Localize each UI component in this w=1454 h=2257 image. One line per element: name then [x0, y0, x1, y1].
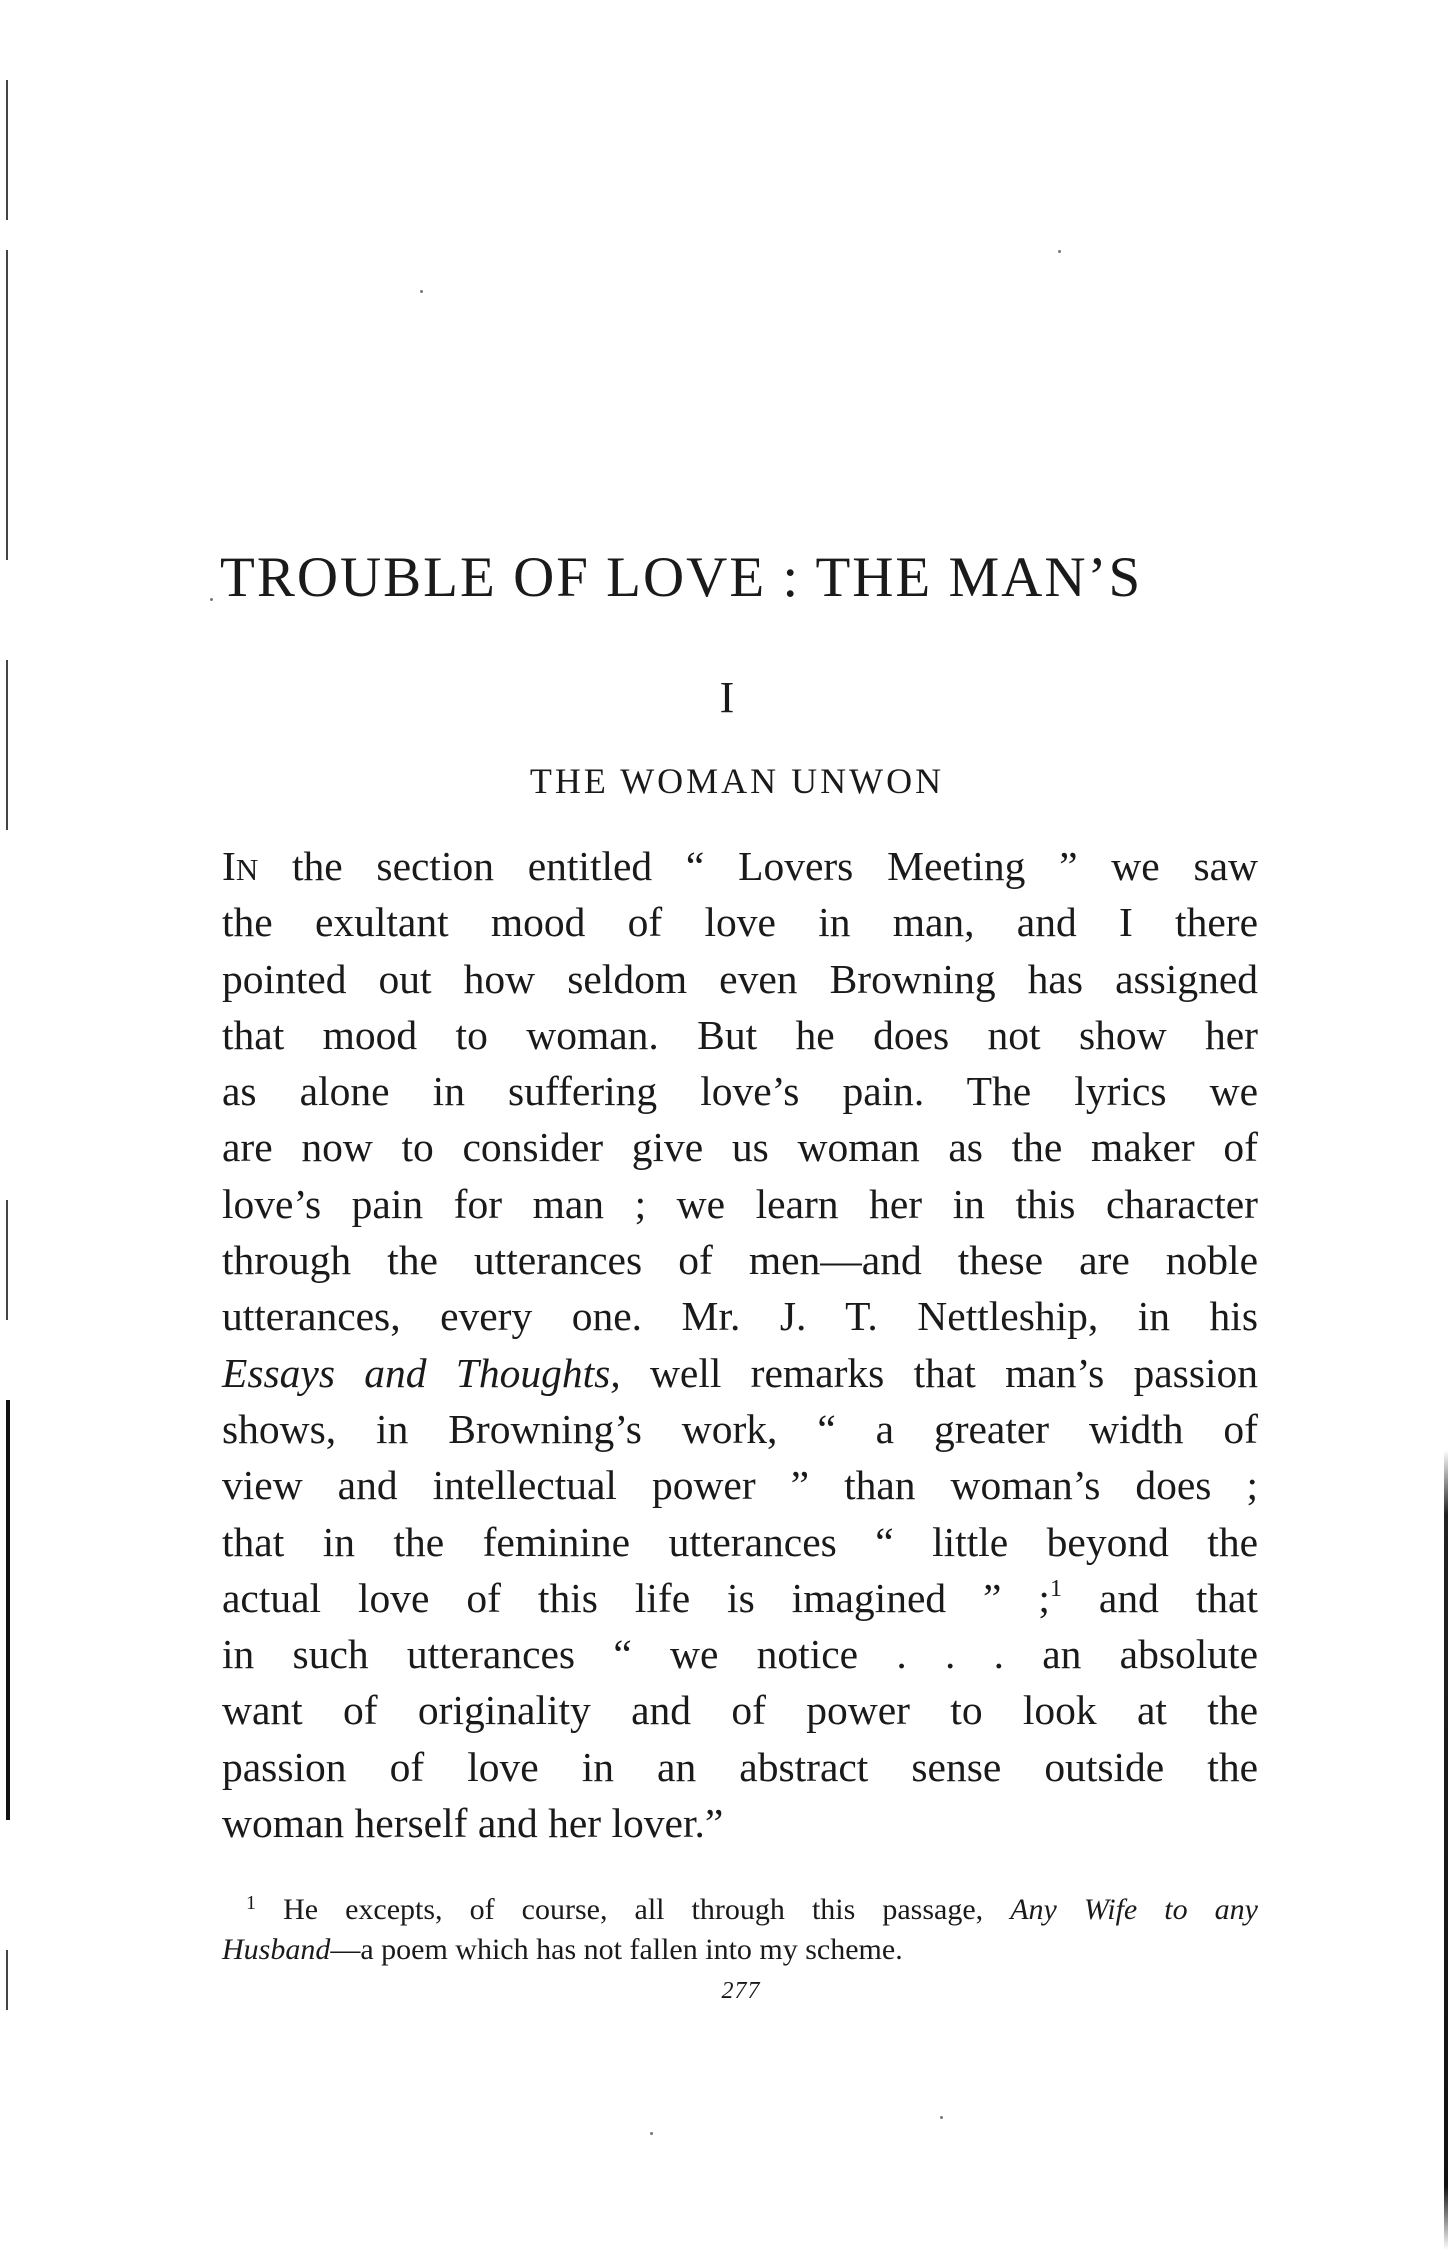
section-numeral [0, 672, 1454, 723]
footnote-italic: Husband [222, 1933, 331, 1966]
footnote [222, 1890, 1258, 1970]
page-number-text: 277 [721, 1978, 761, 2004]
chapter-title: TROUBLE OF LOVE : THE MAN’S [220, 546, 1143, 609]
body-line: view and intellectual power ” than woman’s does ; [222, 1462, 1258, 1509]
scan-edge-right [1444, 1450, 1448, 2250]
body-line-text: the section entitled “ Lovers Meeting ” we saw [258, 843, 1258, 889]
footnote-line [222, 1890, 1258, 1930]
dropcap: I [222, 843, 236, 889]
body-line: shows, in Browning’s work, “ a greater width of [222, 1405, 1258, 1452]
scan-speck [210, 598, 213, 601]
footnote-italic: Any Wife to any [1010, 1893, 1258, 1926]
body-line-text: actual love of this life is imagined ” ; [222, 1574, 1050, 1621]
body-line: in such utterances “ we notice . . . an absolute [222, 1631, 1258, 1678]
body-line [222, 838, 1258, 894]
dropcap-rest: N [235, 852, 259, 887]
body-line: love’s pain for man ; we learn her in this character [222, 1180, 1258, 1227]
scan-speck [1058, 250, 1061, 253]
scan-speck [940, 2116, 943, 2119]
body-line [222, 1570, 1258, 1626]
body-line: are now to consider give us woman as the maker of [222, 1124, 1258, 1171]
book-title-italic: Essays and Thoughts, [222, 1349, 621, 1396]
body-line: want of originality and of power to look at the [222, 1687, 1258, 1734]
footnote-text: He excepts, of course, all through this passage, [283, 1893, 984, 1926]
body-line: as alone in suffering love’s pain. The lyrics we [222, 1068, 1258, 1115]
section-title [0, 760, 1454, 802]
body-line: through the utterances of men—and these are noble [222, 1237, 1258, 1284]
body-line-text: and that [1098, 1574, 1258, 1621]
body-line: pointed out how seldom even Browning has assigned [222, 955, 1258, 1002]
footnote-text: —a poem which has not fallen into my scheme. [330, 1933, 903, 1966]
body-line: woman herself and her lover.” [222, 1800, 724, 1847]
section-title-text: THE WOMAN UNWON [529, 761, 945, 801]
footnote-reference: 1 [1049, 1575, 1062, 1602]
body-line: passion of love in an abstract sense outside the [222, 1743, 1258, 1790]
body-line: the exultant mood of love in man, and I there [222, 899, 1258, 946]
body-line: utterances, every one. Mr. J. T. Nettleship, in his [222, 1293, 1258, 1340]
scan-edge-left [6, 0, 10, 2257]
footnote-line [222, 1930, 1258, 1970]
section-numeral-text: I [719, 673, 735, 722]
body-line: that mood to woman. But he does not show her [222, 1011, 1258, 1058]
body-line-text: well remarks that man’s passion [649, 1349, 1259, 1396]
footnote-marker: 1 [246, 1892, 256, 1914]
body-paragraph [222, 838, 1258, 1851]
page-number [0, 1978, 1454, 2005]
scan-speck [650, 2132, 653, 2135]
body-line: that in the feminine utterances “ little beyond the [222, 1518, 1258, 1565]
body-line [222, 1345, 1258, 1401]
scan-speck [420, 290, 423, 293]
